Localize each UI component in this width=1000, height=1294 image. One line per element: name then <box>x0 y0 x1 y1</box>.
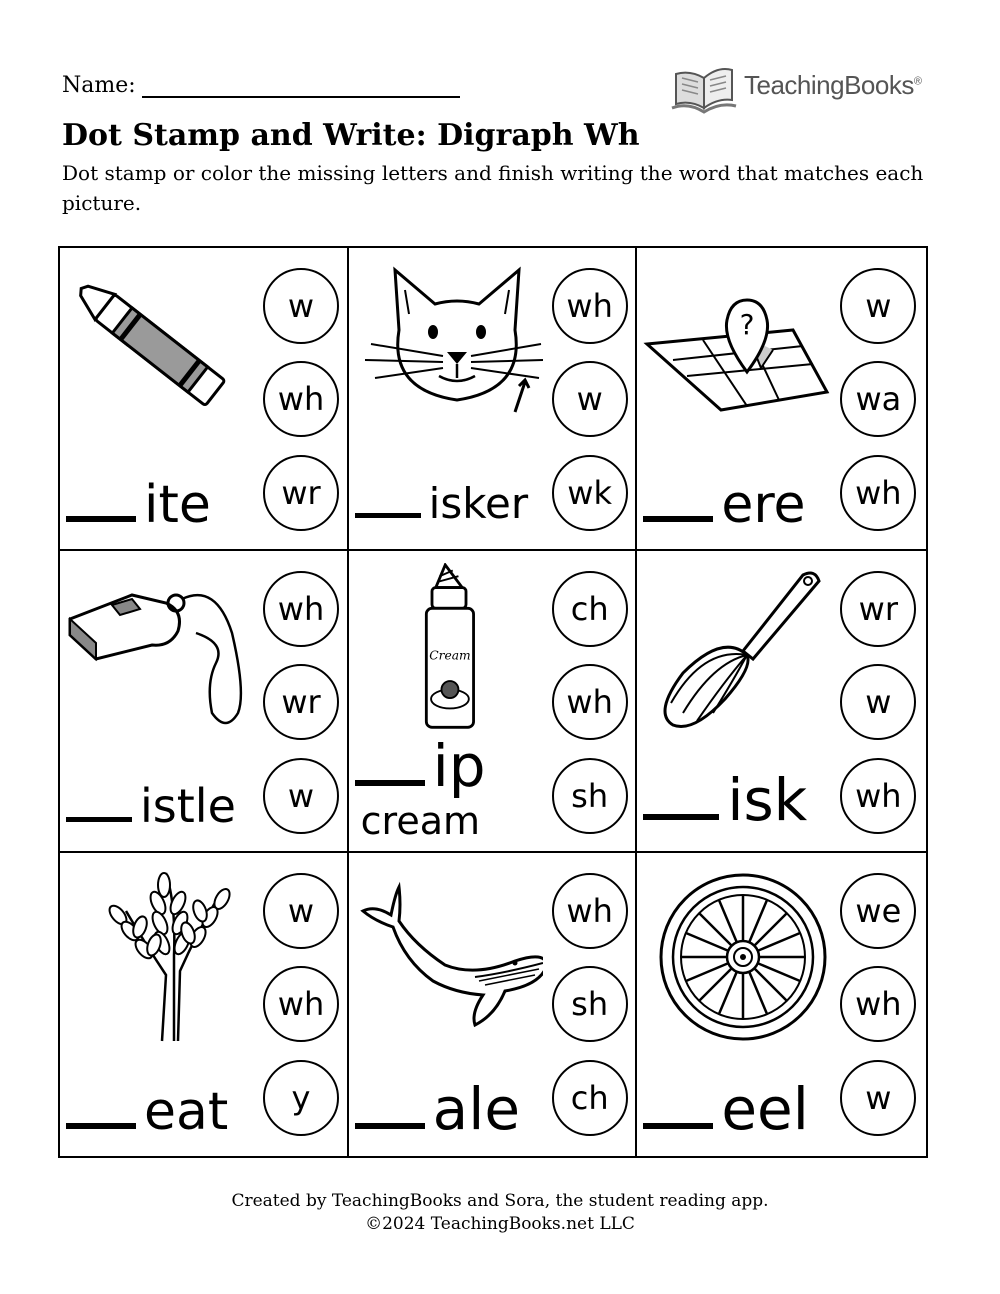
cat-whiskers-icon <box>355 260 543 440</box>
option-circle[interactable]: wh <box>840 758 916 834</box>
option-circle[interactable]: wh <box>263 361 339 437</box>
option-circle[interactable]: w <box>840 1060 916 1136</box>
whale-icon <box>355 865 543 1045</box>
word-prompt: isk <box>643 771 807 829</box>
instructions: Dot stamp or color the missing letters and finish writing the word that matches each picture. <box>62 161 924 215</box>
option-circle[interactable]: wh <box>552 873 628 949</box>
blank-line[interactable] <box>355 513 421 518</box>
word-prompt: ere <box>643 479 805 531</box>
footer <box>0 1190 1000 1236</box>
option-circle[interactable]: sh <box>552 966 628 1042</box>
registered-mark: ® <box>913 75 922 88</box>
word-prompt: ale <box>355 1080 520 1138</box>
logo-text: TeachingBooks <box>744 70 914 100</box>
name-label: Name: <box>62 73 136 98</box>
option-circle[interactable]: w <box>263 268 339 344</box>
cell-whale <box>349 853 638 1156</box>
word-prompt: ip <box>355 737 486 795</box>
map-question-icon <box>643 260 831 440</box>
word-prompt: eat <box>66 1086 228 1138</box>
can-label: Cream <box>428 647 471 662</box>
option-circle[interactable]: wa <box>840 361 916 437</box>
option-circle[interactable]: wh <box>840 966 916 1042</box>
page-title: Dot Stamp and Write: Digraph Wh <box>62 118 640 153</box>
whisk-icon <box>643 563 831 743</box>
cell-wheat <box>60 853 349 1156</box>
blank-line[interactable] <box>66 1123 136 1129</box>
option-circle[interactable]: ch <box>552 1060 628 1136</box>
option-circle[interactable]: sh <box>552 758 628 834</box>
cell-whisker <box>349 248 638 551</box>
word-prompt: ite <box>66 479 211 531</box>
open-book-icon <box>670 56 742 116</box>
svg-text:?: ? <box>739 308 755 341</box>
option-circle[interactable]: w <box>263 873 339 949</box>
cell-whistle <box>60 551 349 854</box>
cell-whisk <box>637 551 926 854</box>
footer-credit: Created by TeachingBooks and Sora, the student reading app. <box>231 1191 769 1211</box>
option-circle[interactable]: wr <box>263 455 339 531</box>
option-circle[interactable]: w <box>840 664 916 740</box>
worksheet-grid <box>58 246 928 1158</box>
option-circle[interactable]: w <box>840 268 916 344</box>
blank-line[interactable] <box>355 1123 425 1129</box>
blank-line[interactable] <box>66 817 132 822</box>
word-prompt-line2: cream <box>360 799 481 844</box>
option-circle[interactable]: wh <box>552 664 628 740</box>
option-circle[interactable]: wr <box>840 571 916 647</box>
word-prompt: istle <box>66 785 236 827</box>
option-circle[interactable]: wk <box>552 455 628 531</box>
blank-line[interactable] <box>66 516 136 522</box>
word-prompt: isker <box>355 483 528 525</box>
option-circle[interactable]: wh <box>552 268 628 344</box>
option-circle[interactable]: wh <box>263 571 339 647</box>
option-circle[interactable]: we <box>840 873 916 949</box>
word-prompt: eel <box>643 1080 808 1138</box>
option-circle[interactable]: ch <box>552 571 628 647</box>
option-circle[interactable]: w <box>552 361 628 437</box>
crayon-icon <box>66 260 254 440</box>
teachingbooks-logo <box>670 56 940 116</box>
whipped-cream-can-icon <box>355 563 543 733</box>
blank-line[interactable] <box>643 1123 713 1129</box>
option-circle[interactable]: y <box>263 1060 339 1136</box>
name-line[interactable] <box>142 70 460 98</box>
option-circle[interactable]: wh <box>840 455 916 531</box>
wheel-icon <box>643 865 831 1045</box>
wheat-icon <box>66 865 254 1045</box>
option-circle[interactable]: w <box>263 758 339 834</box>
option-circle[interactable]: wh <box>263 966 339 1042</box>
blank-line[interactable] <box>643 516 713 522</box>
blank-line[interactable] <box>355 780 425 786</box>
blank-line[interactable] <box>643 814 719 820</box>
cell-where <box>637 248 926 551</box>
footer-copyright: ©2024 TeachingBooks.net LLC <box>365 1214 635 1234</box>
whistle-icon <box>66 563 254 743</box>
cell-crayon <box>60 248 349 551</box>
option-circle[interactable]: wr <box>263 664 339 740</box>
name-field <box>62 70 460 98</box>
cell-wheel <box>637 853 926 1156</box>
cell-whip-cream <box>349 551 638 854</box>
